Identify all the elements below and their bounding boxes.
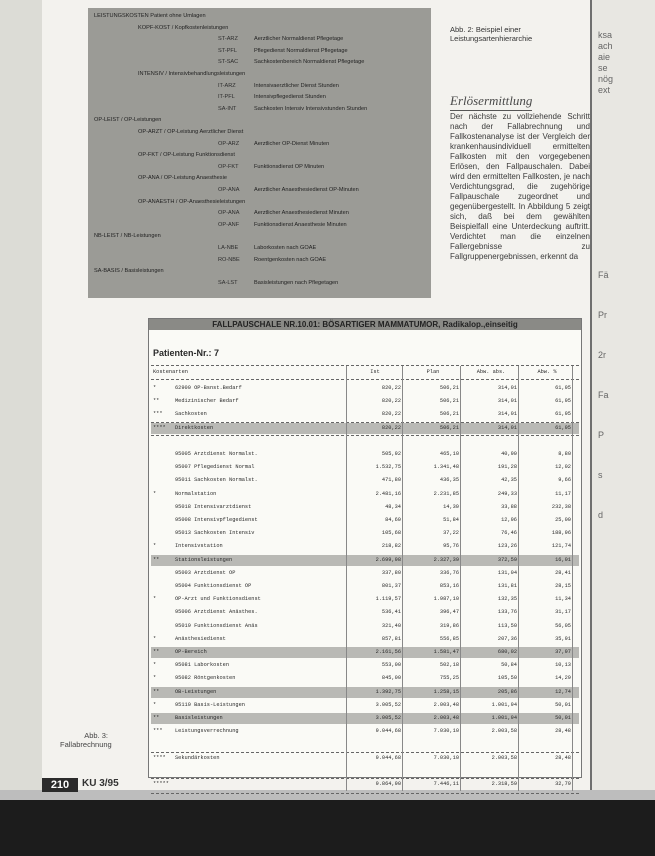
table-cell-plan: 1.341,48 bbox=[433, 464, 459, 471]
table-cell-abs: 123,26 bbox=[497, 543, 517, 550]
table-cell-pct: 31,17 bbox=[555, 609, 571, 616]
hierarchy-description: Aerztlicher OP-Dienst Minuten bbox=[254, 140, 330, 147]
table-row bbox=[151, 449, 579, 460]
table-row bbox=[151, 515, 579, 526]
table-row bbox=[151, 383, 579, 394]
adjacent-page-fragment: d bbox=[598, 510, 604, 520]
hierarchy-description: Sachkostenbereich Normaldienst Pflegetage bbox=[254, 59, 365, 66]
table-row bbox=[151, 713, 579, 724]
table-cell-ist: 553,00 bbox=[381, 662, 401, 669]
figure-3-caption: Abb. 3: Fallabrechnung bbox=[60, 731, 112, 749]
table-row bbox=[151, 436, 579, 447]
table-cell-plan: 2.327,39 bbox=[433, 556, 459, 563]
table-cell-abs: 40,90 bbox=[501, 451, 517, 457]
table-cell-label: 95018 Intensivarztdienst bbox=[175, 503, 252, 510]
table-cell-ist: 536,41 bbox=[381, 609, 401, 616]
table-cell-abs: 113,50 bbox=[497, 622, 517, 629]
hierarchy-description: Sachkosten Intensiv Intensivstunden Stunden bbox=[254, 105, 368, 112]
adjacent-page-fragment: aie bbox=[598, 52, 611, 62]
hierarchy-code: OP-ANA bbox=[218, 187, 240, 193]
table-header-cell: Ist bbox=[370, 369, 380, 375]
table-cell-ist: 820,22 bbox=[381, 424, 401, 431]
table-cell-plan: 7.030,10 bbox=[433, 728, 459, 735]
table-rule bbox=[151, 365, 579, 366]
table-cell-label: Medizinischer Bedarf bbox=[175, 398, 239, 405]
table-row bbox=[151, 607, 579, 618]
table-row bbox=[151, 779, 579, 790]
table-cell-pct: 35,91 bbox=[555, 635, 571, 642]
table-cell-ist: 820,22 bbox=[381, 411, 401, 418]
table-cell-mark: ** bbox=[153, 556, 160, 563]
table-cell-abs: 205,86 bbox=[497, 688, 517, 695]
table-cell-ist: 801,37 bbox=[381, 583, 401, 589]
table-cell-pct: 10,13 bbox=[555, 662, 571, 669]
table-cell-abs: 2.003,58 bbox=[491, 754, 517, 761]
table-cell-label: Basisleistungen bbox=[175, 715, 223, 721]
table-cell-ist: 105,68 bbox=[381, 530, 401, 537]
table-row bbox=[151, 739, 579, 750]
table-cell-abs: 372,59 bbox=[497, 556, 517, 563]
table-cell-ist: 471,80 bbox=[381, 477, 401, 484]
table-cell-label: Intensivstation bbox=[175, 543, 223, 550]
hierarchy-description: Intensivpflegedienst Stunden bbox=[254, 94, 326, 101]
table-cell-mark: * bbox=[153, 635, 157, 642]
table-cell-pct: 12,74 bbox=[555, 688, 571, 695]
table-cell-label: Sachkosten bbox=[175, 411, 207, 418]
table-cell-abs: 314,01 bbox=[497, 411, 517, 418]
table-row bbox=[151, 528, 579, 539]
table-cell-pct: 56,05 bbox=[555, 622, 571, 629]
adjacent-page-fragment: ach bbox=[598, 41, 613, 51]
table-cell-ist: 9.044,68 bbox=[375, 754, 401, 761]
hierarchy-code: OP-ARZ bbox=[218, 140, 240, 147]
table-cell-plan: 556,85 bbox=[439, 635, 459, 642]
table-cell-pct: 32,79 bbox=[555, 781, 571, 787]
figure-2-caption: Abb. 2: Beispiel einer Leistungsartenhierarchie bbox=[450, 25, 533, 43]
table-cell-pct: 11,17 bbox=[555, 490, 571, 497]
table-cell-label: 95013 Sachkosten Intensiv bbox=[175, 530, 255, 537]
table-cell-abs: 105,50 bbox=[497, 675, 517, 682]
table-cell-pct: 16,01 bbox=[555, 556, 571, 563]
table-column-rule bbox=[460, 366, 461, 791]
table-cell-pct: 8,80 bbox=[558, 451, 571, 457]
table-cell-plan: 37,22 bbox=[443, 530, 459, 537]
table-cell-mark: * bbox=[153, 675, 157, 682]
table-header-cell: Abw. abs. bbox=[476, 369, 506, 375]
adjacent-page-fragment: Fä bbox=[598, 270, 609, 280]
patient-label: Patienten-Nr.: 7 bbox=[153, 348, 220, 358]
table-cell-abs: 50,84 bbox=[501, 662, 517, 669]
table-cell-abs: 680,02 bbox=[497, 649, 517, 655]
table-cell-pct: 28,15 bbox=[555, 583, 571, 589]
adjacent-page-fragment: ext bbox=[598, 85, 611, 95]
table-row bbox=[151, 753, 579, 764]
table-cell-ist: 1.119,57 bbox=[375, 596, 401, 603]
table-cell-pct: 28,48 bbox=[555, 728, 571, 735]
table-column-rule bbox=[402, 366, 403, 791]
hierarchy-node: NB-LEIST / NB-Leistungen bbox=[94, 233, 161, 240]
table-cell-label: 95019 Funktionsdienst Anäs bbox=[175, 622, 258, 629]
table-banner: FALLPAUSCHALE NR.10.01: BÖSARTIGER MAMMATUMOR, Radikalop.,einseitig bbox=[149, 319, 581, 330]
table-cell-pct: 61,95 bbox=[555, 411, 571, 418]
hierarchy-node: OP-LEIST / OP-Leistungen bbox=[94, 117, 162, 124]
table-cell-ist: 2.161,56 bbox=[375, 649, 401, 655]
adjacent-page-fragment: Pr bbox=[598, 310, 607, 320]
hierarchy-description: Aerztlicher Anaesthesiedienst OP-Minuten bbox=[254, 187, 359, 193]
table-header-cell: Kostenarten bbox=[153, 369, 188, 375]
adjacent-page-fragment: Fa bbox=[598, 390, 609, 400]
table-row bbox=[151, 647, 579, 658]
table-cell-mark: ** bbox=[153, 688, 160, 695]
hierarchy-description: Funktionsdienst OP Minuten bbox=[254, 163, 325, 170]
table-row bbox=[151, 634, 579, 645]
table-cell-plan: 319,86 bbox=[439, 622, 459, 629]
page-number: 210 bbox=[42, 778, 78, 792]
hierarchy-description: Basisleistungen nach Pflegetagen bbox=[254, 279, 339, 286]
table-cell-pct: 50,01 bbox=[555, 715, 571, 721]
table-rule bbox=[151, 379, 579, 380]
table-cell-label: Normalstation bbox=[175, 490, 217, 497]
table-column-rule bbox=[346, 366, 347, 791]
table-cell-plan: 506,21 bbox=[439, 398, 459, 405]
table-row bbox=[151, 594, 579, 605]
table-cell-label: Stationsleistungen bbox=[175, 556, 233, 563]
table-cell-plan: 95,76 bbox=[443, 543, 459, 550]
table-cell-pct: 61,95 bbox=[555, 424, 571, 431]
table-cell-ist: 505,92 bbox=[381, 451, 401, 457]
table-row bbox=[151, 726, 579, 737]
table-cell-plan: 755,25 bbox=[439, 675, 459, 682]
table-cell-plan: 7.446,11 bbox=[433, 781, 459, 787]
table-cell-abs: 207,36 bbox=[497, 635, 517, 642]
table-cell-ist: 820,22 bbox=[381, 398, 401, 405]
table-cell-mark: **** bbox=[153, 754, 166, 761]
table-cell-pct: 61,95 bbox=[555, 398, 571, 405]
table-row bbox=[151, 700, 579, 711]
table-row bbox=[151, 541, 579, 552]
table-cell-abs: 2.318,59 bbox=[491, 781, 517, 787]
table-cell-abs: 1.001,94 bbox=[491, 715, 517, 721]
table-cell-abs: 131,81 bbox=[497, 583, 517, 589]
hierarchy-code: ST-PFL bbox=[218, 47, 237, 54]
table-cell-ist: 321,40 bbox=[381, 622, 401, 629]
table-cell-abs: 2.003,58 bbox=[491, 728, 517, 735]
table-cell-ist: 84,60 bbox=[385, 517, 401, 523]
table-row bbox=[151, 660, 579, 671]
hierarchy-description: Funktionsdienst Anaesthesie Minuten bbox=[254, 221, 347, 228]
hierarchy-node: LEISTUNGSKOSTEN Patient ohne Umlagen bbox=[94, 13, 206, 19]
table-cell-pct: 28,48 bbox=[555, 754, 571, 761]
table-cell-label: Leistungsverrechnung bbox=[175, 728, 239, 735]
table-cell-mark: * bbox=[153, 596, 157, 603]
table-row bbox=[151, 555, 579, 566]
adjacent-page-fragment: P bbox=[598, 430, 605, 440]
table-cell-label: 95003 Arztdienst OP bbox=[175, 569, 236, 576]
table-cell-plan: 2.003,48 bbox=[433, 701, 459, 708]
table-cell-ist: 845,00 bbox=[381, 675, 401, 682]
table-cell-mark: ** bbox=[153, 649, 160, 655]
table-cell-ist: 857,81 bbox=[381, 635, 401, 642]
table-row bbox=[151, 568, 579, 579]
hierarchy-node: INTENSIV / Intensivbehandlungsleistungen bbox=[138, 71, 246, 77]
table-cell-label: OP-Arzt und Funktionsdienst bbox=[175, 596, 261, 603]
table-cell-mark: * bbox=[153, 543, 157, 550]
table-cell-mark: *** bbox=[153, 411, 163, 418]
adjacent-page-fragment: 2r bbox=[598, 350, 607, 360]
table-cell-plan: 2.003,48 bbox=[433, 715, 459, 721]
hierarchy-code: OP-ANA bbox=[218, 210, 240, 217]
table-cell-label: OB-Leistungen bbox=[175, 688, 217, 695]
table-cell-plan: 436,35 bbox=[439, 477, 459, 484]
table-cell-label: 62900 OP-Bsnst.Bedarf bbox=[175, 385, 242, 391]
table-cell-mark: ** bbox=[153, 398, 160, 405]
table-cell-plan: 502,18 bbox=[439, 662, 459, 669]
hierarchy-code: RO-NBE bbox=[218, 256, 240, 263]
table-cell-abs: 131,04 bbox=[497, 569, 517, 576]
table-row bbox=[151, 502, 579, 513]
table-cell-label: Sekundärkosten bbox=[175, 754, 220, 761]
table-cell-mark: * bbox=[153, 490, 157, 497]
table-cell-plan: 51,84 bbox=[443, 517, 459, 523]
table-cell-label: 95007 Pflegedienst Normal bbox=[175, 464, 255, 471]
issue-label: KU 3/95 bbox=[82, 778, 119, 789]
table-cell-abs: 191,28 bbox=[497, 464, 517, 471]
hierarchy-node: OP-ARZT / OP-Leistung Aerztlicher Dienst bbox=[138, 129, 244, 135]
table-cell-label: OP-Bereich bbox=[175, 649, 207, 655]
hierarchy-description: Intensivaerztlicher Dienst Stunden bbox=[254, 82, 339, 89]
table-cell-ist: 820,22 bbox=[381, 385, 401, 391]
table-cell-plan: 14,30 bbox=[443, 503, 459, 510]
table-cell-label: 95110 Basis-Leistungen bbox=[175, 701, 245, 708]
table-column-rule bbox=[518, 366, 519, 791]
table-cell-pct: 50,01 bbox=[555, 701, 571, 708]
table-cell-pct: 188,96 bbox=[551, 530, 571, 537]
table-cell-pct: 14,29 bbox=[555, 675, 571, 682]
table-cell-pct: 37,97 bbox=[555, 649, 571, 655]
table-cell-abs: 42,35 bbox=[501, 477, 517, 484]
table-row bbox=[151, 409, 579, 420]
table-cell-abs: 133,76 bbox=[497, 609, 517, 616]
table-row bbox=[151, 621, 579, 632]
table-cell-abs: 314,01 bbox=[497, 398, 517, 405]
table-cell-plan: 336,76 bbox=[439, 569, 459, 576]
hierarchy-code: SA-INT bbox=[218, 105, 237, 112]
table-cell-plan: 396,47 bbox=[439, 609, 459, 616]
hierarchy-code: ST-SAC bbox=[218, 59, 239, 66]
table-cell-mark: * bbox=[153, 385, 157, 391]
hierarchy-code: OP-FKT bbox=[218, 163, 239, 170]
table-cell-plan: 2.231,85 bbox=[433, 490, 459, 497]
hierarchy-node: OP-FKT / OP-Leistung Funktionsdienst bbox=[138, 152, 235, 159]
hierarchy-code: OP-ANF bbox=[218, 221, 240, 228]
hierarchy-description: Roentgenkosten nach GOAE bbox=[254, 256, 327, 263]
table-cell-ist: 3.005,52 bbox=[375, 715, 401, 721]
table-cell-mark: ** bbox=[153, 715, 160, 721]
table-header-row bbox=[151, 367, 579, 378]
table-cell-pct: 232,38 bbox=[551, 503, 571, 510]
hierarchy-code: LA-NBE bbox=[218, 245, 239, 251]
table-cell-ist: 2.699,98 bbox=[375, 556, 401, 563]
hierarchy-node: OP-ANA / OP-Leistung Anaesthesie bbox=[138, 175, 227, 182]
hierarchy-description: Pflegedienst Normaldienst Pflegetage bbox=[254, 47, 348, 54]
fallabrechnung-table bbox=[148, 318, 582, 787]
table-row bbox=[151, 462, 579, 473]
table-cell-plan: 853,16 bbox=[439, 583, 459, 589]
table-row bbox=[151, 489, 579, 500]
table-cell-ist: 9.044,68 bbox=[375, 728, 401, 735]
hierarchy-node: OP-ANAESTH / OP-Anaesthesieleistungen bbox=[138, 198, 246, 205]
table-cell-plan: 1.258,15 bbox=[433, 688, 459, 695]
adjacent-page-fragment: se bbox=[598, 63, 608, 73]
table-rule bbox=[151, 793, 579, 794]
table-row bbox=[151, 766, 579, 777]
table-cell-ist: 3.005,52 bbox=[375, 701, 401, 708]
table-cell-plan: 506,21 bbox=[439, 385, 459, 391]
table-cell-plan: 465,10 bbox=[439, 451, 459, 457]
hierarchy-description: Laborkosten nach GOAE bbox=[254, 245, 317, 251]
table-header-cell: Plan bbox=[426, 369, 440, 375]
adjacent-page-fragment: s bbox=[598, 470, 603, 480]
body-text: Der nächste zu vollziehende Schritt nach der Fallabrechnung und Fallkostenanalyse ist der Vergleich der krankenhausindividuell ermittelten Fallkosten mit den vorgegebenen Erlösen, den Fallpauschalen. Dabei wird den ermittelten Fallkosten, je nach Verdichtungsgrad, die zugehörige Fallpauschale zugeordnet und gegenübergestellt. In Abbildung 5 zeigt sich, daß bei dem gewählten Beispielfall eine Unterdeckung auftritt. Verdichtet man die einzelnen Fallergebnisse zu Fallgruppenergebnissen, erkennt da bbox=[450, 112, 590, 261]
hierarchy-code: IT-ARZ bbox=[218, 82, 236, 89]
table-cell-mark: *** bbox=[153, 728, 163, 735]
adjacent-page-fragment: nög bbox=[598, 74, 614, 84]
table-cell-label: Anästhesiedienst bbox=[175, 635, 226, 642]
adjacent-page-fragment: ksa bbox=[598, 30, 613, 40]
table-cell-ist: 1.392,75 bbox=[375, 688, 401, 695]
table-cell-abs: 33,88 bbox=[501, 503, 517, 510]
table-cell-abs: 12,96 bbox=[501, 517, 517, 523]
table-cell-abs: 249,33 bbox=[497, 490, 517, 497]
table-cell-label: 95004 Funktionsdienst OP bbox=[175, 583, 252, 589]
table-cell-abs: 314,01 bbox=[497, 385, 517, 391]
table-cell-pct: 12,02 bbox=[555, 464, 571, 471]
hierarchy-node: KOPF-KOST / Kopfkostenleistungen bbox=[138, 24, 229, 31]
table-cell-pct: 25,00 bbox=[555, 517, 571, 523]
table-cell-label: 95082 Röntgenkosten bbox=[175, 675, 236, 682]
table-cell-mark: * bbox=[153, 701, 157, 708]
table-cell-plan: 506,21 bbox=[439, 424, 459, 431]
table-cell-label: Direktkosten bbox=[175, 424, 214, 431]
hierarchy-description: Aerztlicher Normaldienst Pflegetage bbox=[254, 36, 344, 43]
table-header-cell: Abw. % bbox=[537, 369, 557, 375]
table-cell-abs: 132,35 bbox=[497, 596, 517, 603]
table-cell-mark: ***** bbox=[153, 781, 169, 787]
table-row bbox=[151, 673, 579, 684]
table-cell-abs: 1.001,94 bbox=[491, 701, 517, 708]
table-cell-abs: 314,01 bbox=[497, 424, 517, 431]
table-cell-ist: 1.532,75 bbox=[375, 464, 401, 471]
table-cell-plan: 7.030,10 bbox=[433, 754, 459, 761]
section-title: Erlösermittlung bbox=[450, 93, 532, 111]
table-row bbox=[151, 475, 579, 486]
table-cell-plan: 506,21 bbox=[439, 411, 459, 418]
adjacent-page-strip bbox=[590, 0, 655, 800]
table-cell-ist: 48,34 bbox=[385, 503, 401, 510]
table-column-rule bbox=[572, 366, 573, 791]
table-cell-ist: 337,80 bbox=[381, 569, 401, 576]
table-cell-abs: 76,46 bbox=[501, 530, 517, 537]
hierarchy-code: IT-PFL bbox=[218, 94, 235, 101]
scan-background bbox=[0, 800, 655, 856]
table-row bbox=[151, 423, 579, 434]
table-cell-mark: **** bbox=[153, 424, 166, 431]
table-cell-pct: 121,74 bbox=[551, 543, 571, 550]
table-cell-pct: 28,41 bbox=[555, 569, 571, 576]
table-cell-mark: * bbox=[153, 662, 157, 669]
table-cell-pct: 9,66 bbox=[558, 477, 571, 484]
table-cell-label: 95011 Sachkosten Normalst. bbox=[175, 477, 258, 484]
table-cell-pct: 11,34 bbox=[555, 596, 571, 603]
table-cell-plan: 1.581,47 bbox=[433, 649, 459, 655]
table-row bbox=[151, 396, 579, 407]
table-cell-ist: 9.864,90 bbox=[375, 781, 401, 787]
table-row bbox=[151, 687, 579, 698]
table-cell-label: 95008 Intensivpflegedienst bbox=[175, 517, 258, 523]
table-cell-label: 95005 Arztdienst Normalst. bbox=[175, 451, 258, 457]
table-cell-label: 95006 Arztdienst Anästhes. bbox=[175, 609, 258, 616]
hierarchy-code: SA-LST bbox=[218, 279, 238, 286]
table-cell-pct: 61,95 bbox=[555, 385, 571, 391]
hierarchy-node: SA-BASIS / Basisleistungen bbox=[94, 268, 164, 275]
table-row bbox=[151, 581, 579, 592]
hierarchy-code: ST-ARZ bbox=[218, 36, 238, 43]
table-cell-label: 95081 Laborkosten bbox=[175, 662, 230, 669]
hierarchy-description: Aerztlicher Anaesthesiedienst Minuten bbox=[254, 210, 349, 217]
table-cell-plan: 1.987,10 bbox=[433, 596, 459, 603]
table-cell-ist: 218,82 bbox=[381, 543, 401, 550]
table-cell-ist: 2.481,16 bbox=[375, 490, 401, 497]
hierarchy-figure bbox=[88, 8, 431, 298]
